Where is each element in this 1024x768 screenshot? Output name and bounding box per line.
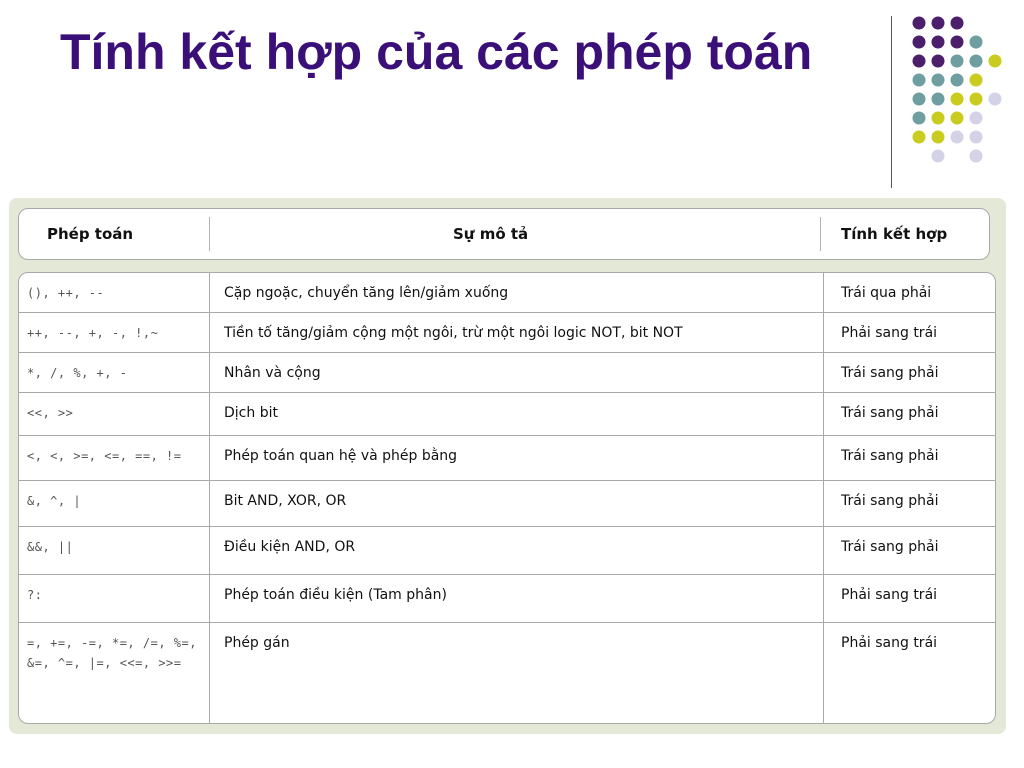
dot bbox=[913, 55, 926, 68]
dot bbox=[970, 93, 983, 106]
associativity-cell: Trái sang phải bbox=[841, 405, 939, 421]
operator-cell: (), ++, -- bbox=[27, 286, 105, 300]
associativity-cell: Trái sang phải bbox=[841, 539, 939, 555]
table-row bbox=[19, 313, 995, 353]
dot bbox=[932, 55, 945, 68]
table-row bbox=[19, 527, 995, 575]
description-cell: Dịch bit bbox=[224, 405, 278, 421]
description-cell: Tiền tố tăng/giảm cộng một ngôi, trừ một ngôi logic NOT, bit NOT bbox=[224, 325, 683, 341]
header-operator: Phép toán bbox=[47, 225, 134, 243]
dot bbox=[913, 131, 926, 144]
table-row bbox=[19, 623, 995, 724]
dot bbox=[951, 55, 964, 68]
dot bbox=[951, 93, 964, 106]
dot bbox=[913, 93, 926, 106]
description-cell: Phép toán quan hệ và phép bằng bbox=[224, 448, 458, 464]
operator-cell: ?: bbox=[27, 588, 43, 602]
slide-title: Tính kết hợp của các phép toán bbox=[60, 24, 813, 80]
dot bbox=[951, 112, 964, 125]
description-cell: Nhân và cộng bbox=[224, 365, 321, 381]
table-row bbox=[19, 353, 995, 393]
operator-cell: =, +=, -=, *=, /=, %=, &=, ^=, |=, <<=, >>= bbox=[27, 636, 205, 670]
dot bbox=[989, 93, 1002, 106]
column-divider bbox=[209, 273, 210, 724]
header-associativity: Tính kết hợp bbox=[841, 225, 948, 243]
associativity-cell: Phải sang trái bbox=[841, 587, 938, 603]
associativity-cell: Trái qua phải bbox=[841, 285, 932, 301]
dot bbox=[970, 55, 983, 68]
operator-cell: &, ^, | bbox=[27, 494, 82, 508]
dot bbox=[970, 36, 983, 49]
table-row bbox=[19, 273, 995, 313]
dot bbox=[913, 17, 926, 30]
dot bbox=[932, 112, 945, 125]
operator-cell: &&, || bbox=[27, 540, 74, 554]
header-description: Sự mô tả bbox=[453, 225, 529, 243]
dot bbox=[951, 17, 964, 30]
associativity-cell: Phải sang trái bbox=[841, 635, 938, 651]
header-divider bbox=[209, 217, 210, 251]
table-row bbox=[19, 575, 995, 623]
associativity-cell: Trái sang phải bbox=[841, 493, 939, 509]
dot bbox=[970, 131, 983, 144]
dot bbox=[913, 112, 926, 125]
operator-cell: *, /, %, +, - bbox=[27, 366, 128, 380]
dot bbox=[970, 150, 983, 163]
dot bbox=[951, 74, 964, 87]
dot bbox=[951, 36, 964, 49]
operator-cell: <, <, >=, <=, ==, != bbox=[27, 449, 182, 463]
dot bbox=[970, 112, 983, 125]
description-cell: Phép gán bbox=[224, 635, 290, 651]
header-divider bbox=[820, 217, 821, 251]
dot bbox=[989, 55, 1002, 68]
dot bbox=[913, 36, 926, 49]
associativity-cell: Phải sang trái bbox=[841, 325, 938, 341]
dot bbox=[913, 74, 926, 87]
table-header bbox=[18, 208, 990, 260]
description-cell: Cặp ngoặc, chuyển tăng lên/giảm xuống bbox=[224, 285, 509, 301]
description-cell: Điều kiện AND, OR bbox=[224, 539, 356, 555]
dot bbox=[951, 131, 964, 144]
table-body bbox=[18, 272, 996, 724]
description-cell: Phép toán điều kiện (Tam phân) bbox=[224, 587, 447, 603]
table-row bbox=[19, 481, 995, 527]
dot bbox=[932, 74, 945, 87]
table-row bbox=[19, 436, 995, 481]
table-row bbox=[19, 393, 995, 436]
dot bbox=[932, 150, 945, 163]
operator-cell: <<, >> bbox=[27, 406, 74, 420]
description-cell: Bit AND, XOR, OR bbox=[224, 493, 347, 509]
column-divider bbox=[823, 273, 824, 724]
dot bbox=[932, 93, 945, 106]
dot bbox=[932, 36, 945, 49]
title-divider-line bbox=[891, 16, 892, 188]
operator-cell: ++, --, +, -, !,~ bbox=[27, 326, 159, 340]
dot bbox=[932, 17, 945, 30]
dot bbox=[970, 74, 983, 87]
associativity-cell: Trái sang phải bbox=[841, 448, 939, 464]
dot bbox=[932, 131, 945, 144]
associativity-cell: Trái sang phải bbox=[841, 365, 939, 381]
